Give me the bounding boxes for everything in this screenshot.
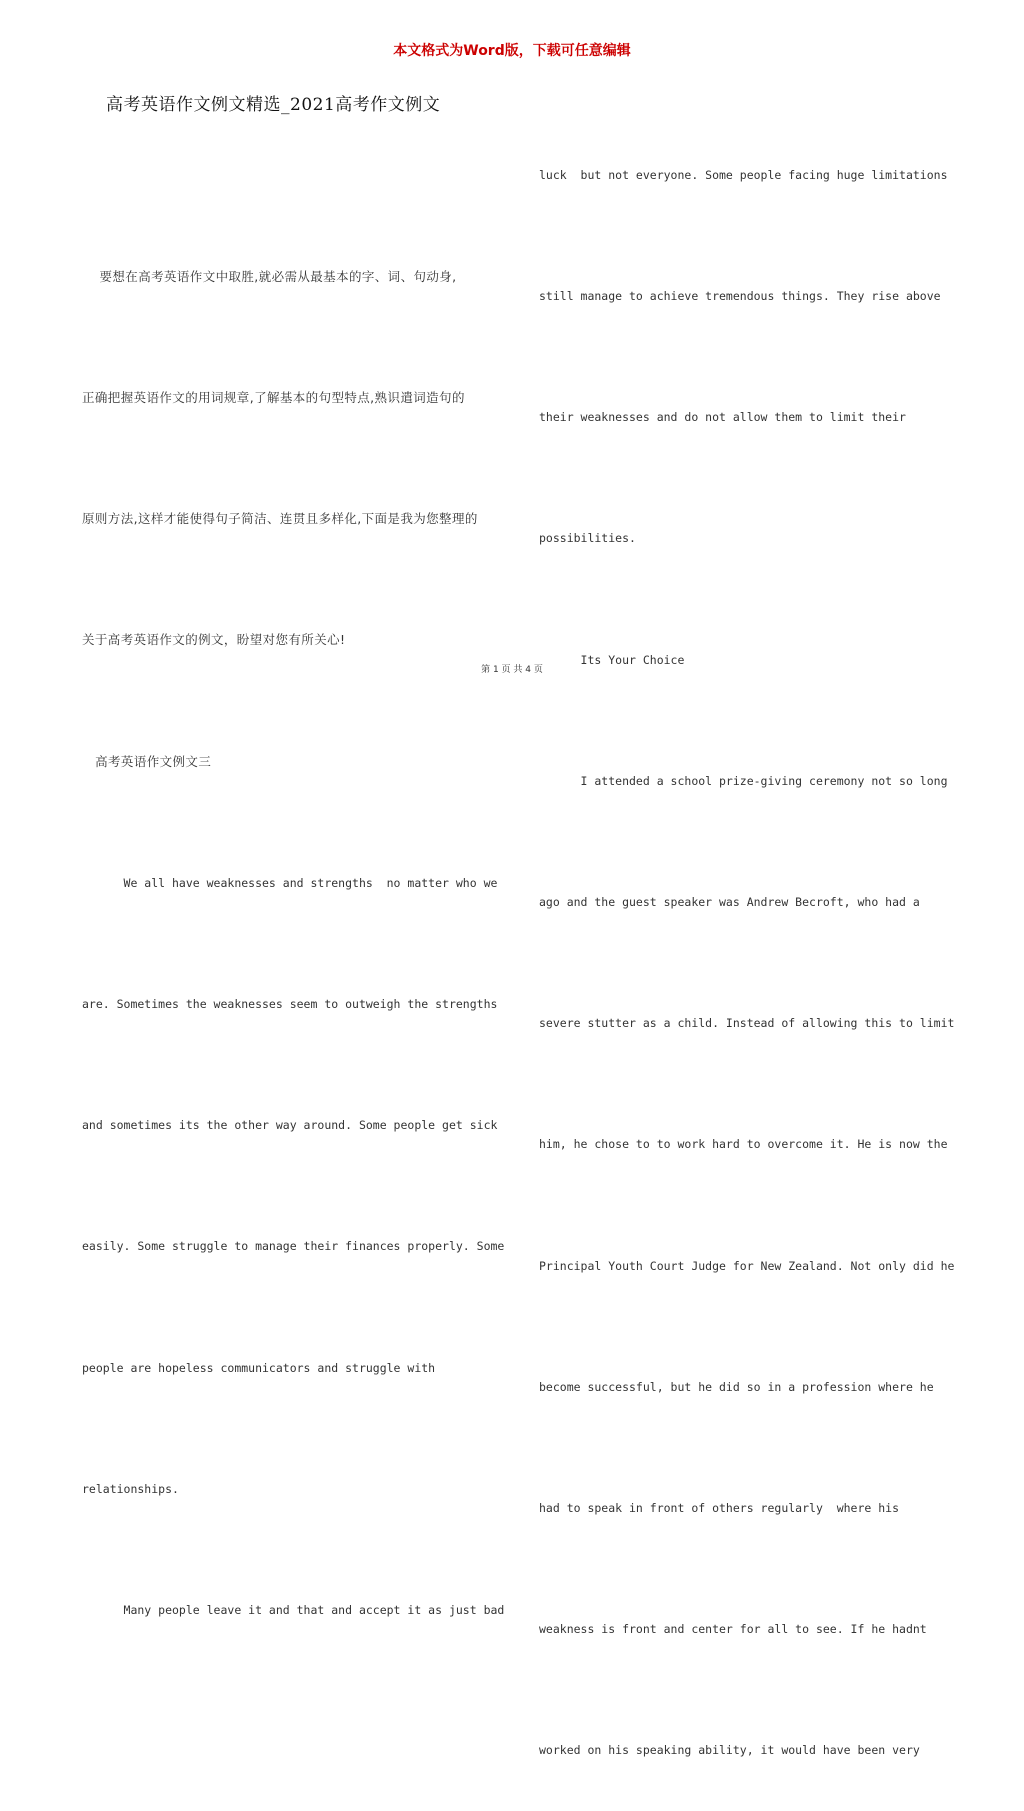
paragraph-line: Principal Youth Court Judge for New Zealand. Not only did he — [539, 1258, 955, 1273]
page-number: 第 1 页 共 4 页 — [481, 665, 543, 675]
paragraph-line: had to speak in front of others regularly where his — [539, 1501, 900, 1516]
paragraph-line: relationships. — [82, 1481, 179, 1496]
paragraph-line: 正确把握英语作文的用词规章,了解基本的句型特点,熟识遣词造句的 — [82, 390, 465, 406]
paragraph-line: Many people leave it and that and accept it as just bad — [82, 1603, 505, 1618]
paragraph-line: easily. Some struggle to manage their finances properly. Some — [82, 1239, 505, 1254]
paragraph-line: possibilities. — [539, 531, 636, 546]
paragraph-line: 要想在高考英语作文中取胜,就必需从最基本的字、词、句动身, — [82, 268, 457, 284]
paragraph-line: their weaknesses and do not allow them to limit their — [539, 410, 906, 425]
paragraph-line: are. Sometimes the weaknesses seem to outweigh the strengths — [82, 997, 498, 1012]
page-title: 高考英语作文例文精选_2021高考作文例文 — [106, 95, 441, 115]
paragraph-line: severe stutter as a child. Instead of allowing this to limit — [539, 1016, 955, 1031]
paragraph-line: luck but not everyone. Some people facing huge limitations — [539, 167, 948, 182]
paragraph-line: I attended a school prize-giving ceremony not so long — [539, 773, 948, 788]
section-heading: 高考英语作文例文三 — [82, 753, 212, 769]
paragraph-line: become successful, but he did so in a profession where he — [539, 1379, 934, 1394]
paragraph-line: and sometimes its the other way around. Some people get sick — [82, 1118, 498, 1133]
paragraph-line: worked on his speaking ability, it would have been very — [539, 1743, 920, 1758]
left-column — [82, 176, 512, 1671]
paragraph-line: weakness is front and center for all to see. If he hadnt — [539, 1622, 927, 1637]
paragraph-line: We all have weaknesses and strengths no matter who we — [82, 875, 498, 890]
download-banner: 本文格式为Word版，下载可任意编辑 — [393, 43, 631, 59]
paragraph-line: 关于高考英语作文的例文，盼望对您有所关心! — [82, 632, 346, 648]
paragraph-line: 原则方法,这样才能使得句子简洁、连贯且多样化,下面是我为您整理的 — [82, 511, 478, 527]
right-column — [539, 74, 979, 1811]
paragraph-line: ago and the guest speaker was Andrew Becroft, who had a — [539, 895, 920, 910]
paragraph-line: him, he chose to to work hard to overcome it. He is now the — [539, 1137, 948, 1152]
paragraph-line: still manage to achieve tremendous things. They rise above — [539, 289, 941, 304]
paragraph-line: people are hopeless communicators and struggle with — [82, 1360, 436, 1375]
section-heading: Its Your Choice — [539, 652, 685, 667]
